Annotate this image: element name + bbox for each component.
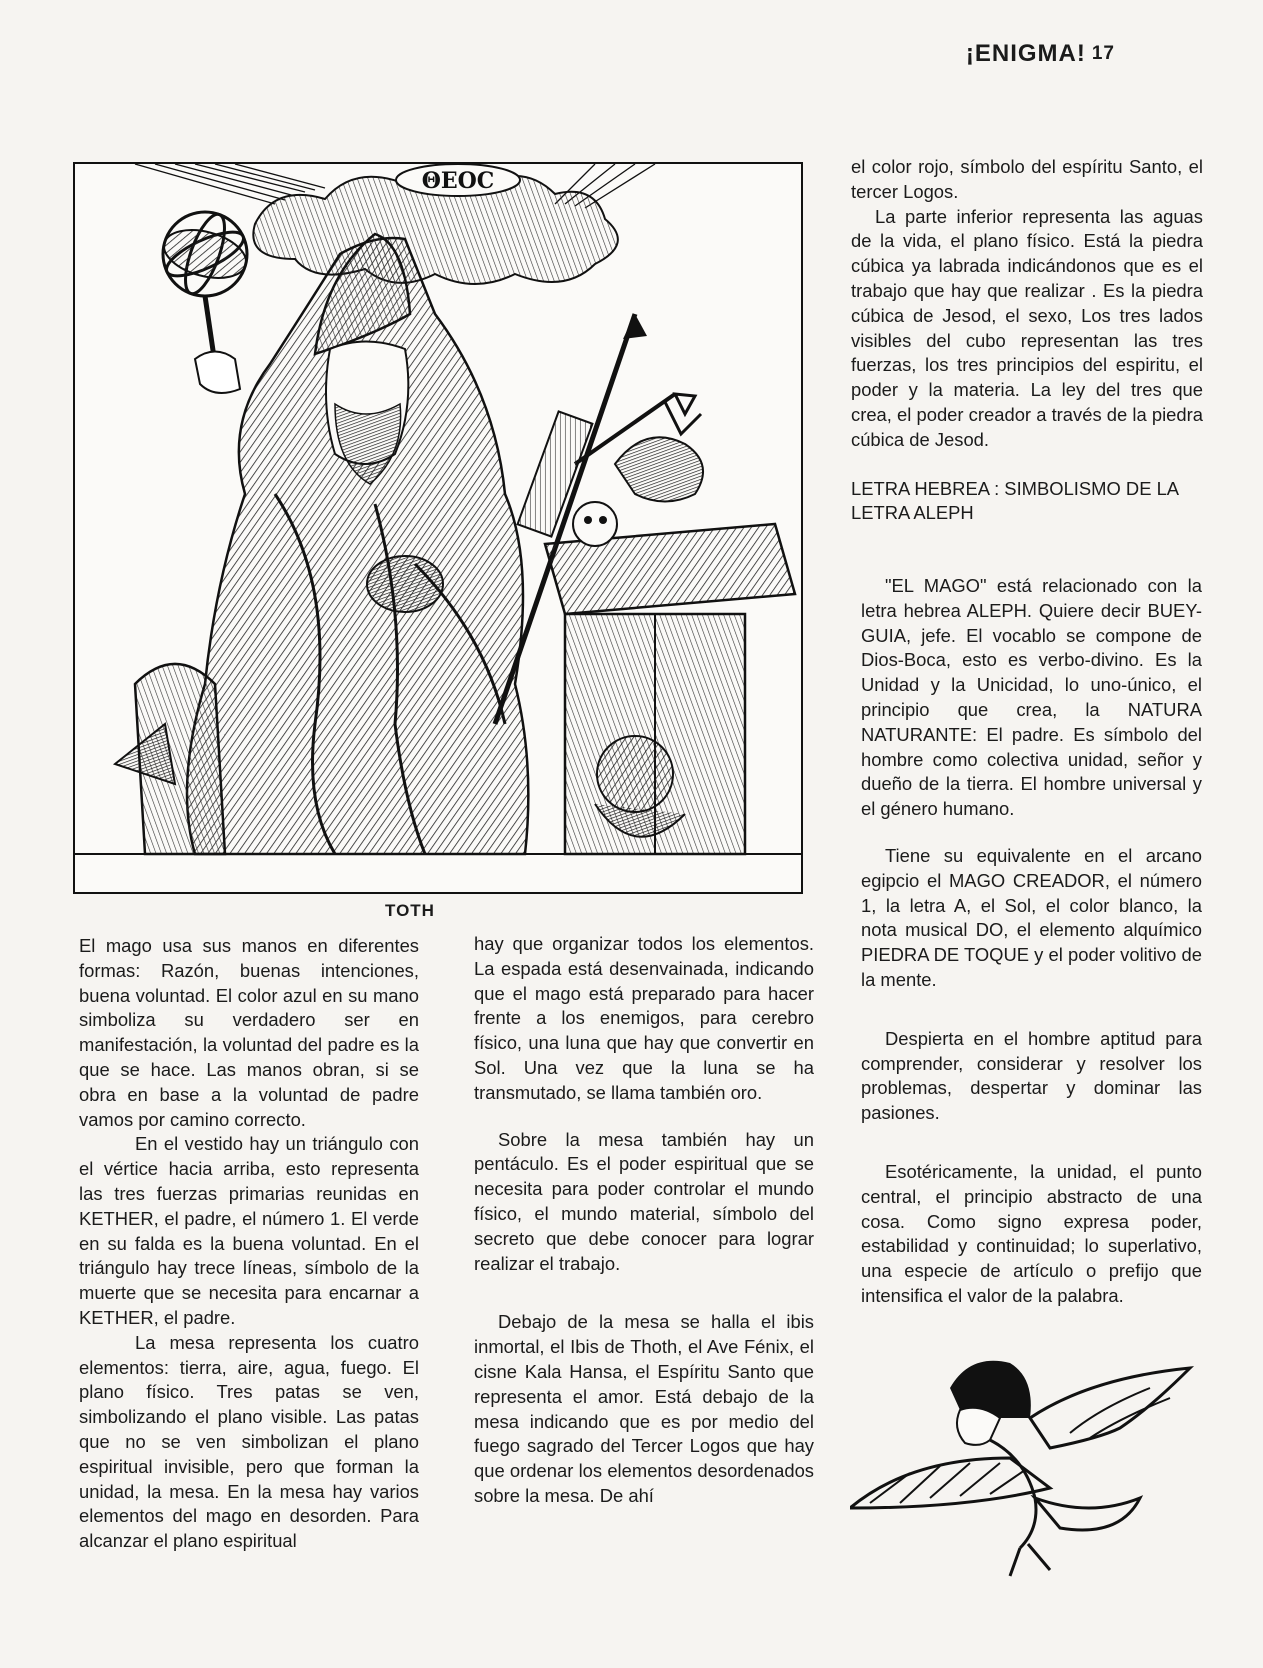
winged-figure-drawing <box>850 1348 1210 1578</box>
column-3 <box>851 155 1203 552</box>
paragraph: La mesa representa los cuatro elementos: tierra, aire, agua, fuego. El plano físico. Tres patas se ven, simbolizando el plano visible. Las patas que no se ven simbolizan el plano espiritual invisible, pero que forman la unidad, la mesa. En la mesa hay varios elementos del mago en desorden. Para alcanzar el plano espiritual <box>79 1331 419 1552</box>
paragraph: El mago usa sus manos en diferentes formas: Razón, buenas intenciones, buena voluntad. El color azul en su mano simboliza su verdadero ser en manifestación, la voluntad del padre es la que se hace. Las manos obran, si se obra en base a la voluntad de padre vamos por camino correcto. <box>79 935 419 1130</box>
paragraph: el color rojo, símbolo del espíritu Santo, el tercer Logos. <box>851 156 1203 202</box>
winged-figure-illustration <box>850 1348 1210 1578</box>
page-number: 17 <box>1091 43 1115 64</box>
magazine-title: ¡ENIGMA! <box>965 40 1086 67</box>
banner-text: ΘEOC <box>421 168 495 194</box>
column-1 <box>79 934 419 1554</box>
paragraph: En el vestido hay un triángulo con el vértice hacia arriba, esto representa las tres fuerzas primarias reunidas en KETHER, el padre, el número 1. El verde en su falda es la buena voluntad. En el triángulo hay trece líneas, símbolo de la muerte que se necesita para encarnar a KETHER, el padre. <box>79 1133 419 1328</box>
column-2 <box>474 932 814 1509</box>
paragraph: "EL MAGO" está relacionado con la letra hebrea ALEPH. Quiere decir BUEY-GUIA, jefe. El vocablo se compone de Dios-Boca, esto es verbo-divino. Es la Unidad y la Unicidad, lo uno-único, el principio que crea, la NATURA NATURANTE: El padre. Es símbolo del hombre como colectiva unidad, señor y dueño de la tierra. El hombre universal y el género humano. <box>861 575 1202 820</box>
paragraph: Esotéricamente, la unidad, el punto central, el principio abstracto de una cosa. Como signo expresa poder, estabilidad y continuidad; lo superlativo, una especie de artículo o prefijo que intensifica el valor de la palabra. <box>861 1160 1202 1306</box>
toth-engraving <box>75 164 801 892</box>
paragraph: Despierta en el hombre aptitud para comprender, considerar y resolver los problemas, despertar y dominar las pasiones. <box>861 1027 1202 1124</box>
paragraph: La parte inferior representa las aguas de la vida, el plano físico. Está la piedra cúbica ya labrada indicándonos que es el trabajo que hay que realizar . Es la piedra cúbica de Jesod, el sexo, Los tres lados visibles del cubo representan las tres fuerzas, los tres principios del espiritu, el poder y la materia. La ley del tres que crea, el poder creador a través de la piedra cúbica de Jesod. <box>851 205 1203 450</box>
paragraph: Tiene su equivalente en el arcano egipcio el MAGO CREADOR, el número 1, la letra A, el Sol, el color blanco, la nota musical DO, el elemento alquímico PIEDRA DE TOQUE y el poder volitivo de la mente. <box>861 844 1202 990</box>
section-heading: LETRA HEBREA : SIMBOLISMO DE LA LETRA ALEPH <box>851 477 1179 524</box>
column-3-continued <box>861 574 1202 1309</box>
paragraph: Sobre la mesa también hay un pentáculo. Es el poder espiritual que se necesita para poder controlar el mundo físico, el mundo material, símbolo del secreto que debe conocer para lograr realizar el trabajo. <box>474 1128 814 1274</box>
figure-caption: TOTH <box>385 901 435 920</box>
page-header <box>966 40 1115 68</box>
paragraph: hay que organizar todos los elementos. La espada está desenvainada, indicando que el mago está preparado para hacer frente a los enemigos, para cerebro físico, una luna que hay que convertir en Sol. Una vez que la luna se ha transmutado, se llama también oro. <box>474 933 814 1103</box>
toth-illustration <box>73 162 803 894</box>
paragraph: Debajo de la mesa se halla el ibis inmortal, el Ibis de Thoth, el Ave Fénix, el cisne Kala Hansa, el Espíritu Santo que representa el amor. Está debajo de la mesa indicando que es por medio del fuego sagrado del Tercer Logos que hay que ordenar los elementos desordenados sobre la mesa. De ahí <box>474 1311 814 1506</box>
